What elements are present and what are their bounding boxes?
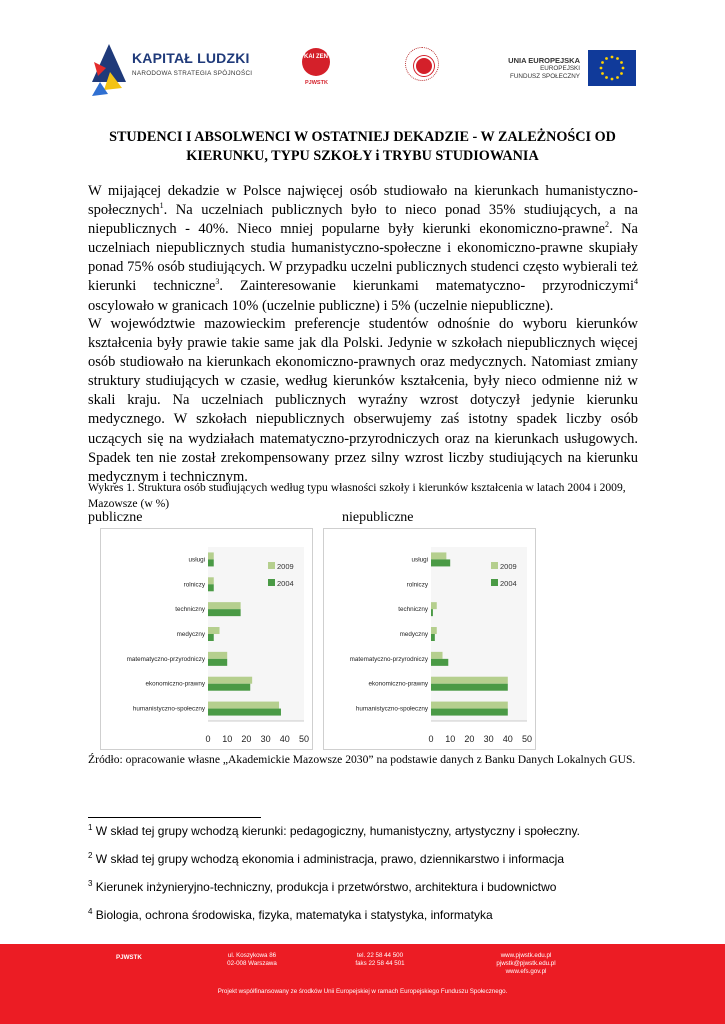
nonpublic-bar-2009 — [431, 677, 508, 684]
public-x-tick-label: 20 — [241, 734, 252, 744]
eu-text-block — [500, 56, 580, 81]
footer-efs-link[interactable]: www.efs.gov.pl — [505, 968, 547, 975]
footnote-4 — [88, 908, 648, 922]
footnote-2-number: 2 — [88, 851, 93, 860]
nonpublic-x-tick-label: 30 — [483, 734, 494, 744]
nonpublic-bar-2009 — [431, 602, 437, 609]
chart-public-svg — [101, 529, 312, 749]
figure-caption: Wykres 1. Struktura osób studiujących według typu własności szkoły i kierunków kształcenia w latach 2004 i 2009, Mazowsze (w %) — [88, 481, 626, 510]
public-bar-2009 — [208, 552, 214, 559]
nonpublic-bar-2004 — [431, 559, 450, 566]
kaizen-subtitle: PJWSTK — [305, 80, 328, 86]
nonpublic-bar-2004 — [431, 684, 508, 691]
footer-name: PJWSTK — [116, 954, 142, 961]
footnote-2 — [88, 852, 648, 866]
footnote-2-text: W skład tej grupy wchodzą ekonomia i administracja, prawo, dziennikarstwo i informacja — [92, 852, 564, 866]
footer-tel: tel. 22 58 44 500 — [356, 952, 404, 959]
nonpublic-plot-area — [431, 547, 527, 721]
chart-nonpublic-svg — [324, 529, 535, 749]
public-legend-label-2009: 2009 — [277, 562, 294, 571]
footer-website-link[interactable]: www.pjwstk.edu.pl — [500, 952, 552, 959]
public-x-tick-label: 0 — [205, 734, 211, 744]
page-footer — [0, 944, 725, 1024]
kaizen-text: KAI ZEN — [304, 54, 328, 60]
public-x-tick-label: 30 — [260, 734, 271, 744]
nonpublic-bar-2009 — [431, 627, 437, 634]
label-public: publiczne — [88, 510, 143, 525]
label-nonpublic: niepubliczne — [342, 510, 414, 525]
p1-part-c: . Na uczelniach niepublicznych studia humanistyczno-społeczne i ekonomiczno-prawne skupiały ponad 75% osób studiujących. W przypadku uczelni publicznych studenci często wybierali też kierunki techniczne — [88, 221, 638, 295]
footnote-ref-4: 4 — [634, 277, 639, 287]
footer-phone — [345, 952, 415, 968]
nonpublic-x-tick-label: 20 — [464, 734, 475, 744]
footnote-4-text: Biologia, ochrona środowiska, fizyka, matematyka i statystyka, informatyka — [92, 908, 493, 922]
nonpublic-bar-2004 — [431, 609, 433, 616]
footnote-4-number: 4 — [88, 907, 93, 916]
nonpublic-bar-2004 — [431, 709, 508, 716]
kapital-ludzki-logo — [88, 40, 268, 100]
public-category-label: usługi — [188, 556, 205, 564]
public-category-label: humanistyczno-społeczny — [132, 705, 205, 713]
public-bar-2004 — [208, 709, 281, 716]
footnote-3-text: Kierunek inżynieryjno-techniczny, produkcja i przetwórstwo, architektura i budownictwo — [92, 880, 557, 894]
public-x-tick-label: 10 — [222, 734, 233, 744]
nonpublic-category-label: medyczny — [399, 631, 428, 638]
public-bar-2009 — [208, 677, 252, 684]
public-bar-2009 — [208, 702, 279, 709]
footer-address — [222, 952, 282, 968]
footer-fax: faks 22 58 44 501 — [355, 960, 405, 967]
footer-project-note: Projekt współfinansowany ze środków Unii Europejskiej w ramach Europejskiego Funduszu Społecznego. — [217, 988, 508, 995]
document-title — [92, 128, 633, 166]
public-legend-swatch-2009 — [268, 562, 275, 569]
nonpublic-x-tick-label: 40 — [502, 734, 513, 744]
public-bar-2004 — [208, 634, 214, 641]
chart-public — [100, 528, 313, 750]
footer-address-line1: ul. Koszykowa 86 — [227, 952, 277, 959]
nonpublic-category-label: techniczny — [398, 606, 428, 614]
footer-address-line2: 02-008 Warszawa — [227, 960, 277, 967]
footer-email-link[interactable]: pjwstk@pjwstk.edu.pl — [496, 960, 556, 967]
p1-part-b: . Na uczelniach publicznych było to nieco ponad 35% studiujących, a na niepublicznych - 40%. Nieco mniej popularne były kierunki ekonomiczno-prawne — [88, 202, 638, 238]
footnote-1-number: 1 — [88, 823, 93, 832]
public-category-label: ekonomiczno-prawny — [145, 680, 205, 688]
source-note: Źródło: opracowanie własne „Akademickie Mazowsze 2030” na podstawie danych z Banku Danych Lokalnych GUS. — [88, 753, 636, 766]
footnote-divider — [88, 817, 261, 818]
public-category-label: matematyczno-przyrodniczy — [126, 655, 205, 663]
title-line2: KIERUNKU, TYPU SZKOŁY i TRYBU STUDIOWANIA — [186, 148, 539, 164]
public-category-label: medyczny — [176, 631, 205, 638]
p1-part-a: W mijającej dekadzie w Polsce najwięcej osób studiowało na kierunkach humanistyczno-społecznych — [88, 183, 638, 219]
public-bar-2009 — [208, 627, 220, 634]
public-bar-2004 — [208, 609, 241, 616]
public-x-tick-label: 50 — [298, 734, 310, 744]
footnote-3-number: 3 — [88, 879, 93, 888]
public-bar-2009 — [208, 652, 227, 659]
public-category-label: techniczny — [175, 606, 205, 614]
public-category-label: rolniczy — [183, 581, 205, 589]
nonpublic-category-label: usługi — [411, 556, 428, 564]
kapital-ludzki-emblem-icon — [88, 42, 130, 98]
footnote-1 — [88, 824, 648, 838]
nonpublic-category-label: ekonomiczno-prawny — [368, 680, 428, 688]
title-line1: STUDENCI I ABSOLWENCI W OSTATNIEJ DEKADZIE - W ZALEŻNOŚCI OD — [109, 129, 616, 145]
university-seal-icon — [405, 47, 439, 81]
kapital-ludzki-title: KAPITAŁ LUDZKI — [132, 50, 250, 66]
p1-part-d: . Zainteresowanie kierunkami matematyczno- przyrodniczymi — [219, 278, 635, 295]
eu-flag-icon — [588, 50, 636, 86]
paragraph-1 — [88, 182, 638, 316]
public-bar-2004 — [208, 659, 227, 666]
chart-nonpublic — [323, 528, 536, 750]
paragraph-2: W województwie mazowieckim preferencje studentów odnośnie do wyboru kierunków kształcenia były prawie takie same jak dla Polski. Jedynie w szkołach niepublicznych więcej osób studiowało na kierunkach ekonomiczno-prawnych oraz medycznych. Natomiast zmiany struktury studiujących w czasie, według kierunków kształcenia, były nieco odmienne niż w skali kraju. Na uczelniach publicznych wyraźny wzrost dotyczył jedynie kierunku medycznego. W szkołach niepublicznych obserwujemy zaś istotny spadek liczby osób uczących się na wydziałach matematyczno-przyrodniczych oraz na kierunkach usługowych. Spadek ten nie został zrekompensowany przez silny wzrost liczby studiujących na kierunku medycznym i technicznym. — [88, 316, 638, 485]
nonpublic-category-label: rolniczy — [406, 581, 428, 589]
footnote-1-text: W skład tej grupy wchodzą kierunki: pedagogiczny, humanistyczny, artystyczny i społeczny. — [92, 824, 580, 838]
public-bar-2004 — [208, 584, 214, 591]
nonpublic-category-label: humanistyczno-społeczny — [355, 705, 428, 713]
eu-line3: FUNDUSZ SPOŁECZNY — [510, 73, 580, 80]
footnote-ref-1: 1 — [159, 201, 164, 211]
kapital-ludzki-subtitle: NARODOWA STRATEGIA SPÓJNOŚCI — [132, 70, 253, 77]
nonpublic-legend-label-2009: 2009 — [500, 562, 517, 571]
public-bar-2004 — [208, 684, 250, 691]
kaizen-logo — [302, 48, 330, 76]
nonpublic-x-tick-label: 0 — [428, 734, 434, 744]
nonpublic-bar-2009 — [431, 702, 508, 709]
footer-web — [476, 952, 576, 976]
nonpublic-bar-2004 — [431, 634, 435, 641]
eu-line2: EUROPEJSKI — [540, 65, 580, 72]
nonpublic-legend-label-2004: 2004 — [500, 579, 517, 588]
public-bar-2004 — [208, 559, 214, 566]
public-x-tick-label: 40 — [279, 734, 290, 744]
nonpublic-x-tick-label: 50 — [521, 734, 533, 744]
nonpublic-bar-2009 — [431, 552, 446, 559]
nonpublic-legend-swatch-2009 — [491, 562, 498, 569]
public-bar-2009 — [208, 577, 214, 584]
eu-line1: UNIA EUROPEJSKA — [508, 56, 580, 65]
nonpublic-legend-swatch-2004 — [491, 579, 498, 586]
nonpublic-x-tick-label: 10 — [445, 734, 456, 744]
public-bar-2009 — [208, 602, 241, 609]
nonpublic-category-label: matematyczno-przyrodniczy — [349, 655, 428, 663]
footnote-3 — [88, 880, 648, 894]
public-plot-area — [208, 547, 304, 721]
footnote-ref-3: 3 — [215, 277, 220, 287]
public-legend-label-2004: 2004 — [277, 579, 294, 588]
nonpublic-bar-2009 — [431, 652, 443, 659]
nonpublic-bar-2004 — [431, 659, 448, 666]
footnote-ref-2: 2 — [604, 220, 609, 230]
public-legend-swatch-2004 — [268, 579, 275, 586]
p1-part-e: oscylowało w granicach 10% (uczelnie publiczne) i 5% (uczelnie niepubliczne). — [88, 297, 554, 314]
